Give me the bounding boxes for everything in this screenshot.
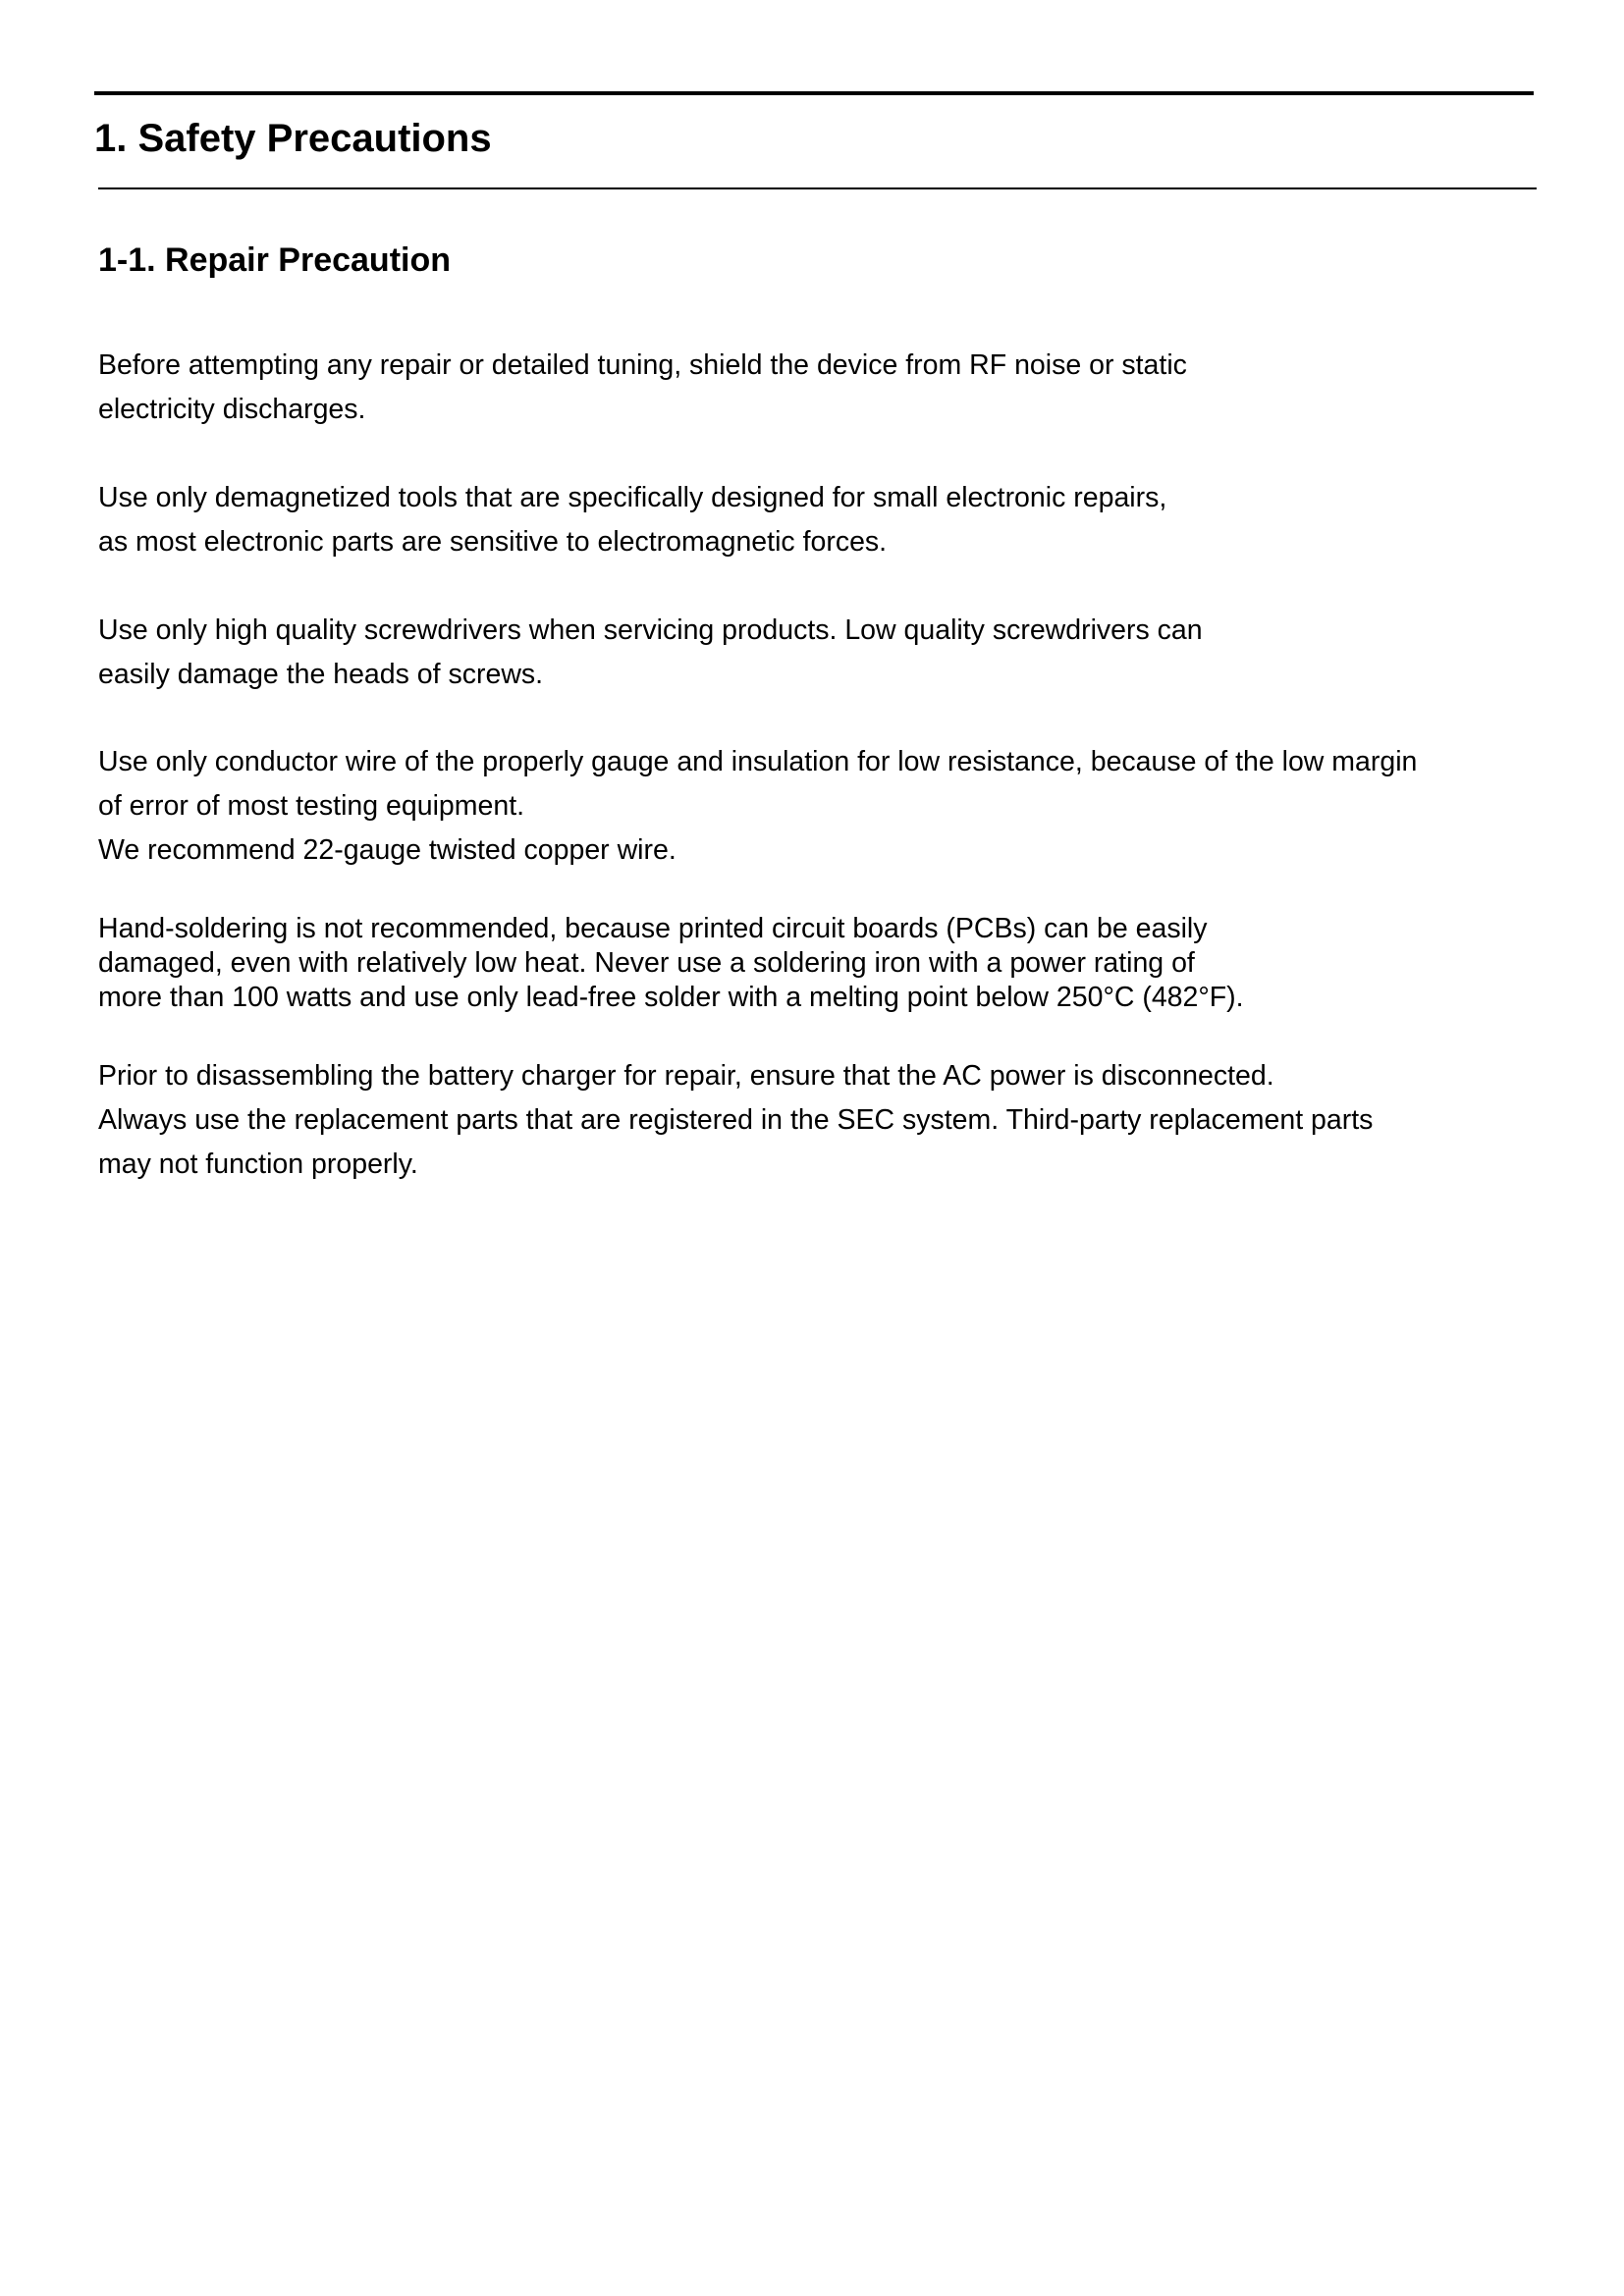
paragraph-5-line-3: more than 100 watts and use only lead-free solder with a melting point below 250°C (482°F). <box>98 982 1244 1013</box>
paragraph-4-line-3: We recommend 22-gauge twisted copper wire. <box>98 834 677 866</box>
paragraph-6-line-3: may not function properly. <box>98 1148 418 1180</box>
top-rule <box>94 91 1534 95</box>
paragraph-2-line-2: as most electronic parts are sensitive to electromagnetic forces. <box>98 526 888 558</box>
paragraph-2-line-1: Use only demagnetized tools that are specifically designed for small electronic repairs, <box>98 482 1167 513</box>
paragraph-6-line-1: Prior to disassembling the battery charger for repair, ensure that the AC power is disconnected. <box>98 1060 1274 1092</box>
paragraph-3-line-2: easily damage the heads of screws. <box>98 659 544 690</box>
paragraph-5-line-1: Hand-soldering is not recommended, because printed circuit boards (PCBs) can be easily <box>98 913 1208 944</box>
paragraph-4-line-2: of error of most testing equipment. <box>98 790 525 822</box>
paragraph-4-line-1: Use only conductor wire of the properly gauge and insulation for low resistance, because of the low margin <box>98 746 1418 777</box>
paragraph-1-line-2: electricity discharges. <box>98 394 366 425</box>
section-title: 1-1. Repair Precaution <box>98 241 452 279</box>
title-rule <box>98 187 1537 189</box>
paragraph-5-line-2: damaged, even with relatively low heat. Never use a soldering iron with a power rating of <box>98 947 1195 979</box>
page-title: 1. Safety Precautions <box>94 117 492 160</box>
paragraph-1-line-1: Before attempting any repair or detailed tuning, shield the device from RF noise or static <box>98 349 1187 381</box>
paragraph-3-line-1: Use only high quality screwdrivers when servicing products. Low quality screwdrivers can <box>98 614 1203 646</box>
paragraph-6-line-2: Always use the replacement parts that are registered in the SEC system. Third-party replacement parts <box>98 1104 1374 1136</box>
